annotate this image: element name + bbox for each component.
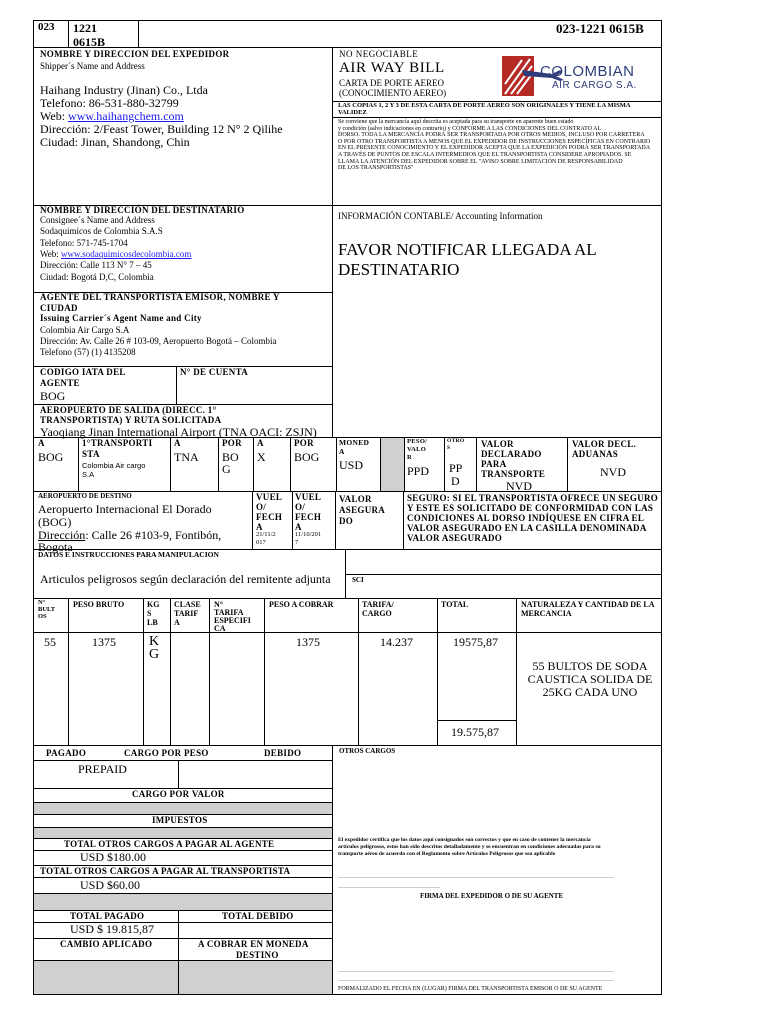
to-2-label: A [174,438,181,448]
col-nature-h1: NATURALEZA Y CANTIDAD DE LA [521,600,655,609]
by-1-value-1: BO [222,450,239,464]
total-prepaid-value: USD $ 19.815,87 [70,922,155,936]
agent-name: Colombia Air Cargo S.A [40,325,130,335]
insured-value-label-3: DO [339,516,354,526]
consignee-label-en: Consignee´s Name and Address [40,215,155,225]
declared-carriage-label-3: PARA [481,459,507,469]
iata-value: BOG [40,389,66,403]
row-kg-2: G [149,647,160,662]
flight-2-label-1: VUEL [295,492,322,502]
iata-label-2: AGENTE [40,378,80,388]
conditions-line: y condición (salvo indicaciones en contrario) y CONFORME A LAS CONDICIONES DEL CONTRATO AL [338,125,602,132]
shipper-city: Ciudad: Jinan, Shandong, Chin [40,135,190,149]
col-pieces-h3: OS [38,613,47,620]
by-2-value: BOG [294,450,320,464]
by-1-value-2: G [222,462,231,476]
total-prepaid-label: TOTAL PAGADO [70,911,145,921]
insurance-line-5: VALOR ASEGURADO [407,533,503,543]
destination-direccion-label: Dirección [38,528,86,542]
prepaid-label: PAGADO [46,748,87,758]
others-value-1: PP [449,461,463,475]
carrier-signature-dots-1: ………………………………………………………………………………………………………………………… [338,968,614,974]
valuation-charge-label: CARGO POR VALOR [132,789,225,799]
others-label-1: OTRO [447,438,465,444]
col-rate-class-h1: CLASE [174,600,201,609]
by-2-label: POR [294,438,314,448]
goods-total-sum: 19.575,87 [451,725,499,739]
row-chargeable: 1375 [296,635,320,649]
prepaid-value: PREPAID [78,762,127,776]
shaded-cell [381,438,404,491]
col-kg-h1: KG [147,600,160,609]
declared-customs-value: NVD [600,465,626,479]
weight-charge-label: CARGO POR PESO [124,748,209,758]
col-gross-header: PESO BRUTO [73,600,125,609]
account-no-label: N° DE CUENTA [180,367,249,377]
flight-2-date-1: 11/10/201 [295,531,322,538]
collect-dest-label-1: A COBRAR EN MONEDA [198,939,309,949]
declared-customs-label-1: VALOR DECL. [572,439,637,449]
col-nature-h2: MERCANCIA [521,609,572,618]
col-item-h4: CA [214,624,226,633]
departure-label-2: TRANSPORTISTA) Y RUTA SOLICITADA [40,415,222,425]
carrier-signature-dots-2: ………………………………………………………………………………………………………………………… [338,977,614,983]
row-total: 19575,87 [453,635,498,649]
destination-line-1: Aeropuerto Internacional El Dorado [38,502,212,516]
shipper-label-en: Shipper´s Name and Address [40,61,145,71]
col-rate-class-h3: A [174,618,180,627]
row-nature-1: 55 BULTOS DE SODA [532,659,648,673]
row-pieces: 55 [44,635,56,649]
shaded-cell [34,961,178,994]
collect-label: DEBIDO [264,748,302,758]
currency-label-2: A [339,447,345,456]
to-1-label: A [38,438,45,448]
shipper-signature-dots-2: …………………………………………… [338,884,440,890]
accounting-label: INFORMACIÓN CONTABLE/ Accounting Information [338,211,543,221]
agent-label-1: AGENTE DEL TRANSPORTISTA EMISOR, NOMBRE Y [40,292,280,302]
due-agent-label: TOTAL OTROS CARGOS A PAGAR AL AGENTE [64,839,275,849]
tax-label: IMPUESTOS [152,815,208,825]
to-2-value: TNA [174,450,199,464]
awb-title: AIR WAY BILL [339,60,445,76]
shipper-web-label: Web: [40,109,66,123]
col-item-h1: N° [214,600,223,609]
flight-1-date-2: 017 [256,539,266,546]
departure-value: Yaoqiang Jinan International Airport (TNA OACI: ZSJN) [40,425,317,439]
conditions-line: A TRAVÉS DE PUNTOS DE ESCALA INTERMEDIOS QUE EL TRANSPORTISTA CONSIDERE APROPIADOS. SE [338,151,632,158]
exchange-rate-label: CAMBIO APLICADO [60,939,153,949]
conditions-line: Se conviene que la mercancía aquí descrita es aceptada para su transporte en aparente buen estado [338,119,574,125]
conditions-line: O POR OTRO TRANSPORTISTA A MENOS QUE EL EXPEDIDOR DE INSTRUCCIONES ESPECÍFICAS EN CONTRARIO [338,138,651,145]
certification-line-3: transporte aéreo de acuerdo con el Reglamento sobre Artículos Peligrosos que sea aplicable [338,851,556,857]
conditions-line: LLAMA LA ATENCIÓN DEL EXPEDIDOR SOBRE EL "AVISO SOBRE LIMITACIÓN DE RESPONSABILIDAD [338,158,623,165]
sci-label: SCI [352,576,364,584]
due-carrier-label: TOTAL OTROS CARGOS A PAGAR AL TRANSPORTISTA [40,866,291,876]
destination-line-4: Bogota [38,540,73,554]
destination-direccion-value: : Calle 26 #103-9, Fontibón, [85,528,222,542]
insurance-line-3: CONDICIONES AL DORSO INDÍQUESE EN CIFRA EL [407,513,645,523]
first-carrier-label-2: STA [82,449,100,459]
declared-carriage-label-2: DECLARADO [481,449,542,459]
weight-val-label-1: PESO/ [407,438,428,445]
handling-value: Articulos peligrosos según declaración del remitente adjunta [40,572,331,586]
by-1-label: POR [222,438,242,448]
awb-subtitle-1: CARTA DE PORTE AEREO [339,78,444,88]
row-nature-2: CAUSTICA SOLIDA DE [527,672,653,686]
consignee-web-link[interactable]: www.sodaquimicosdecolombia.com [61,249,192,259]
weight-val-value: PPD [407,464,430,478]
shaded-cell [34,828,332,838]
col-rate-h1: TARIFA/ [362,600,394,609]
others-value-2: D [451,474,460,488]
row-kg-1: K [149,634,160,649]
consignee-name: Sodaquimicos de Colombia S.A.S [40,226,163,236]
row-gross: 1375 [92,635,116,649]
flight-1-date-1: 21/11/2 [256,531,276,538]
due-carrier-value: USD $60.00 [80,878,141,892]
col-item-h2: TARIFA [214,608,244,617]
insured-value-label-1: VALOR [339,494,372,504]
collect-dest-label-2: DESTINO [236,950,279,960]
awb-subtitle-2: (CONOCIMIENTO AEREO) [339,88,447,98]
shipper-label: NOMBRE Y DIRECCION DEL EXPEDIDOR [40,49,230,59]
shaded-cell [34,803,332,814]
shipper-address: Dirección: 2/Feast Tower, Building 12 N° 2 Qilihe [40,122,283,136]
conditions-line: DE LOS TRANSPORTISTAS" [338,165,414,172]
flight-1-label-2: O/ [256,502,267,512]
flight-1-label-4: A [256,522,263,532]
shipper-web-link[interactable]: www.haihangchem.com [68,109,184,123]
row-rate: 14.237 [380,635,413,649]
awb-serial: 1221 0615B [73,21,106,49]
flight-2-label-4: A [295,522,302,532]
flight-1-label-3: FECH [256,512,283,522]
flight-2-label-3: FECH [295,512,322,522]
first-carrier-value-1: Colombia Air cargo [82,461,146,470]
shaded-cell [34,894,332,910]
other-charges-label: OTROS CARGOS [339,747,396,755]
due-agent-value: USD $180.00 [80,850,147,864]
conditions-line: EN EL PRESENTE CONOCIMIENTO Y EL EXPEDIDOR ACEPTA QUE LA EXPEDICIÓN PODRÁ SER TRANSPORTADA [338,145,651,152]
col-rate-class-h2: TARIF [174,609,199,618]
consignee-city: Ciudad: Bogotá D,C, Colombia [40,272,154,282]
consignee-phone: Telefono: 571-745-1704 [40,238,128,248]
departure-label-1: AEROPUERTO DE SALIDA (DIRECC. 1° [40,405,217,415]
shipper-signature-label: FIRMA DEL EXPEDIDOR O DE SU AGENTE [420,892,564,900]
col-total-header: TOTAL [441,600,469,609]
col-chargeable-header: PESO A COBRAR [269,600,334,609]
consignee-label: NOMBRE Y DIRECCIÓN DEL DESTINATARIO [40,205,245,215]
agent-phone: Telefono (57) (1) 4135208 [40,347,136,357]
destination-line-2: (BOG) [38,515,72,529]
insurance-line-4: VALOR ASEGURADO EN LA CASILLA DENOMINADA [407,523,647,533]
logo-text-2: AIR CARGO S.A. [552,80,637,91]
consignee-address: Dirección: Calle 113 N° 7 – 45 [40,260,152,270]
declared-carriage-value: NVD [506,479,532,493]
destination-label: AEROPUERTO DE DESTINO [38,492,132,500]
to-3-value: X [257,450,266,464]
insurance-line-2: Y ESTE ES SOLICITADO DE CONFORMIDAD CON LAS [407,503,654,513]
executed-label: FORMALIZADO EL FECHA EN (LUGAR) FIRMA DEL TRANSPORTISTA EMISOR O DE SU AGENTE [338,986,603,992]
col-item-h3: ESPECIFI [214,616,251,625]
col-pieces-h1: N° [38,599,46,606]
col-kg-h3: LB [147,618,158,627]
first-carrier-label-1: 1°TRANSPORTI [82,438,153,448]
weight-val-label-2: VALO [407,446,427,453]
shaded-cell [179,961,332,994]
iata-label-1: CODIGO IATA DEL [40,367,126,377]
declared-customs-label-2: ADUANAS [572,449,619,459]
colombian-air-cargo-logo [492,50,642,100]
handling-label: DATOS E INSTRUCCIONES PARA MANIPULACION [38,550,219,559]
insured-value-label-2: ASEGURA [339,505,386,515]
agent-label-2: CIUDAD [40,303,78,313]
awb-number: 023-1221 0615B [556,21,644,36]
declared-carriage-label-4: TRANSPORTE [481,469,546,479]
consignee-web-row [40,250,191,259]
total-collect-label: TOTAL DEBIDO [222,911,294,921]
notify-line-2: DESTINATARIO [338,260,460,279]
currency-value: USD [339,458,364,472]
col-kg-h2: S [147,609,152,618]
first-carrier-value-2: S.A [82,470,95,479]
flight-1-label-1: VUEL [256,492,283,502]
weight-val-label-3: R [407,454,412,461]
conditions-line: DORSO. TODA LA MERCANCÍA PODRÁ SER TRANSPORTADA POR OTROS MEDIOS, INCLUSO POR CARRETERA [338,132,645,139]
shipper-web-row [40,110,184,123]
agent-label-en: Issuing Carrier´s Agent Name and City [40,313,202,323]
to-3-label: A [257,438,264,448]
shipper-phone: Telefono: 86-531-880-32799 [40,96,179,110]
to-1-value: BOG [38,450,64,464]
flight-2-date-2: 7 [295,539,299,546]
certification-line-1: El expedidor certifica que los datos aquí consignados son correctos y que en caso de contener la mercancía [338,837,591,843]
insurance-line-1: SEGURO: SI EL TRANSPORTISTA OFRECE UN SEGURO [407,493,659,503]
col-rate-h2: CARGO [362,609,392,618]
consignee-web-label: Web: [40,249,59,259]
copies-notice: LAS COPIAS 1, 2 Y 3 DE ESTA CARTA DE PORTE AEREO SON ORIGINALES Y TIENE LA MISMA VALIDEZ [338,102,631,117]
others-label-2: S [447,445,451,451]
shipper-name: Haihang Industry (Jinan) Co., Ltda [40,83,208,97]
shipper-signature-dots-1: ………………………………………………………………………………………………………………………… [338,874,614,880]
row-nature-3: 25KG CADA UNO [542,685,638,699]
not-negotiable: NO NEGOCIABLE [339,49,419,59]
awb-prefix: 023 [38,21,55,33]
logo-text-1: COLOMBIAN [540,63,635,80]
conditions-text [338,119,660,172]
certification-line-2: artículos peligrosos, estos han sido descritos detalladamente y se encuentran en condiciones adecuadas para su [338,844,601,850]
col-pieces-h2: BULT [38,606,56,613]
agent-address: Dirección: Av. Calle 26 # 103-09, Aeropuerto Bogotá – Colombia [40,336,277,346]
declared-carriage-label-1: VALOR [481,439,514,449]
flight-2-label-2: O/ [295,502,306,512]
notify-line-1: FAVOR NOTIFICAR LLEGADA AL [338,240,597,259]
currency-label-1: MONED [339,438,370,447]
